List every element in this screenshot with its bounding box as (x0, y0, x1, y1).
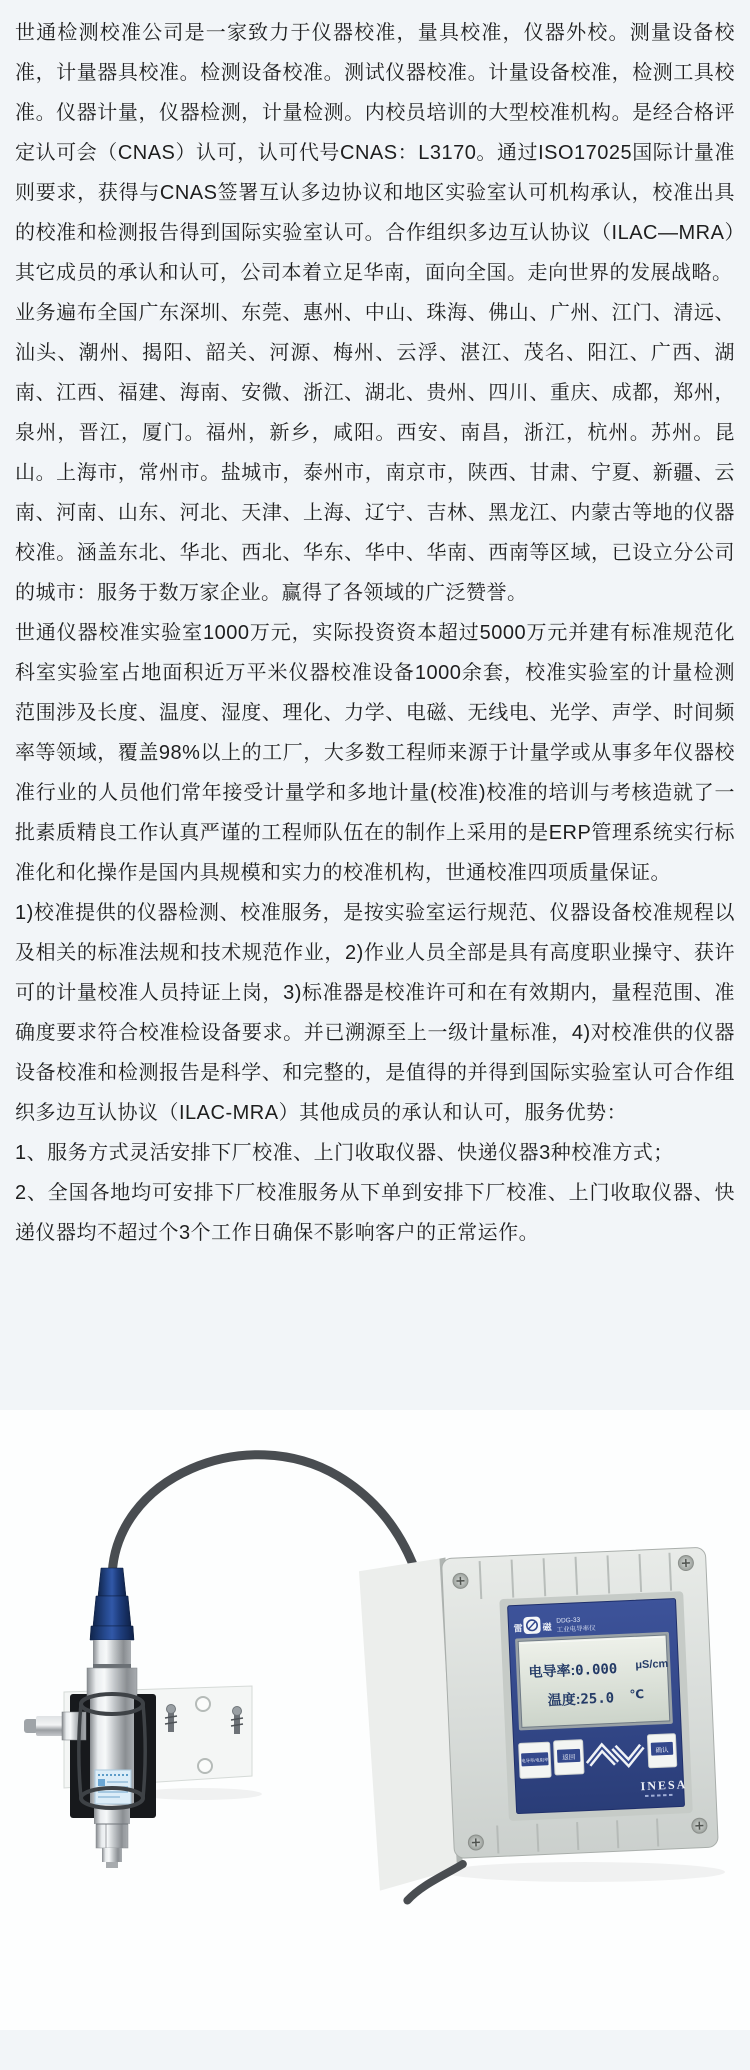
instrument-name-label: 工业电导率仪 (556, 1625, 596, 1634)
lcd-screen (518, 1635, 670, 1727)
lcd-conductivity-unit: μS/cm (635, 1657, 669, 1672)
bracket-hole (198, 1759, 212, 1773)
mode-button-label: 电导率/电阻率 (521, 1757, 549, 1764)
bracket-shadow (138, 1788, 262, 1800)
sensor-neck (93, 1640, 131, 1666)
sensor-collar (87, 1668, 137, 1696)
paragraph-service-mode-2: 2、全国各地均可安排下厂校准服务从下单到安排下厂校准、上门收取仪器、快递仪器均不超过个3个工作日确保不影响客户的正常运作。 (15, 1182, 735, 1244)
brand-char-left: 雷 (513, 1623, 523, 1634)
controller-unit (359, 1546, 721, 1902)
back-button-label: 返回 (562, 1754, 576, 1762)
lcd-temperature-readout: 温度:25.0 (547, 1690, 615, 1709)
product-photo (0, 1410, 750, 2030)
side-fitting (24, 1712, 86, 1740)
controller-shadow (445, 1862, 725, 1882)
leici-logo-icon (523, 1616, 541, 1634)
paragraph-lab-capability: 世通仪器校准实验室1000万元，实际投资资本超过5000万元并建有标准规范化科室实验室占地面积近万平米仪器校准设备1000余套，校准实验室的计量检测范围涉及长度、温度、湿度、理化、力学、电磁、无线电、光学、声学、时间频率等领域，覆盖98%以上的工厂，大多数工程师来源于计量学或从事多年仪器校准行业的人员他们常年接受计量学和多地计量(校准)校准的培训与考核造就了一批素质精良工作认真严谨的工程师队伍在的制作上采用的是ERP管理系统实行标准化和化操作是国内具规模和实力的校准机构，世通校准四项质量保证。 (15, 622, 735, 884)
inesa-brand-text: INESA (640, 1777, 688, 1794)
paragraph-company-intro: 世通检测校准公司是一家致力于仪器校准，量具校准，仪器外校。测量设备校准，计量器具校准。检测设备校准。测试仪器校准。计量设备校准，检测工具校准。仪器计量，仪器检测，计量检测。内校员培训的大型校准机构。是经合格评定认可会（CNAS）认可，认可代号CNAS：L3170。通过ISO17025国际计量准则要求，获得与CNAS签署互认多边协议和地区实验室认可机构承认，校准出具的校准和检测报告得到国际实验室认可。合作组织多边互认协议（ILAC—MRA）其它成员的承认和认可，公司本着立足华南，面向全国。走向世界的发展战略。 (15, 22, 735, 284)
sensor-neck-seam (93, 1664, 131, 1668)
model-label: DDG-33 (556, 1616, 581, 1625)
sensor-tip-end (106, 1862, 118, 1868)
sensor-cap (90, 1568, 134, 1640)
paragraph-service-regions: 业务遍布全国广东深圳、东莞、惠州、中山、珠海、佛山、广州、江门、清远、汕头、潮州、揭阳、韶关、河源、梅州、云浮、湛江、茂名、阳江、广西、湖南、江西、福建、海南、安微、浙江、湖北、贵州、四川、重庆、成都，郑州，泉州，晋江，厦门。福州，新乡，咸阳。西安、南昌，浙江，杭州。苏州。昆山。上海市，常州市。盐城市，泰州市，南京市，陕西、甘肃、宁夏、新疆、云南、河南、山东、河北、天津、上海、辽宁、吉林、黑龙江、内蒙古等地的仪器校准。涵盖东北、华北、西北、华东、华中、华南、西南等区域，已设立分公司的城市：服务于数万家企业。赢得了各领域的广泛赞誉。 (15, 302, 735, 604)
paragraph-service-mode-1: 1、服务方式灵活安排下厂校准、上门收取仪器、快递仪器3种校准方式； (15, 1142, 674, 1164)
lcd-conductivity-readout: 电导率:0.000 (528, 1661, 618, 1680)
article-text (15, 13, 735, 1253)
conductivity-sensor (24, 1568, 252, 1868)
brand-char-right: 磁 (542, 1621, 552, 1633)
bracket-hole (196, 1697, 210, 1711)
paragraph-quality-guarantees: 1)校准提供的仪器检测、校准服务，是按实验室运行规范、仪器设备校准规程以及相关的标准法规和技术规范作业，2)作业人员全部是具有高度职业操守、获许可的计量校准人员持证上岗，3)标准器是校准许可和在有效期内，量程范围、准确度要求符合校准检设备要求。并已溯源至上一级计量标准，4)对校准供的仪器设备校准和检测报告是科学、和完整的，是值得的并得到国际实验室认可合作组织多边互认协议（ILAC-MRA）其他成员的承认和认可，服务优势： (15, 902, 735, 1124)
lcd-temperature-unit: ℃ (629, 1686, 645, 1702)
confirm-button-label: 确认 (655, 1746, 669, 1755)
sensor-hex-nut (96, 1824, 128, 1848)
sensor-tip (102, 1848, 122, 1862)
